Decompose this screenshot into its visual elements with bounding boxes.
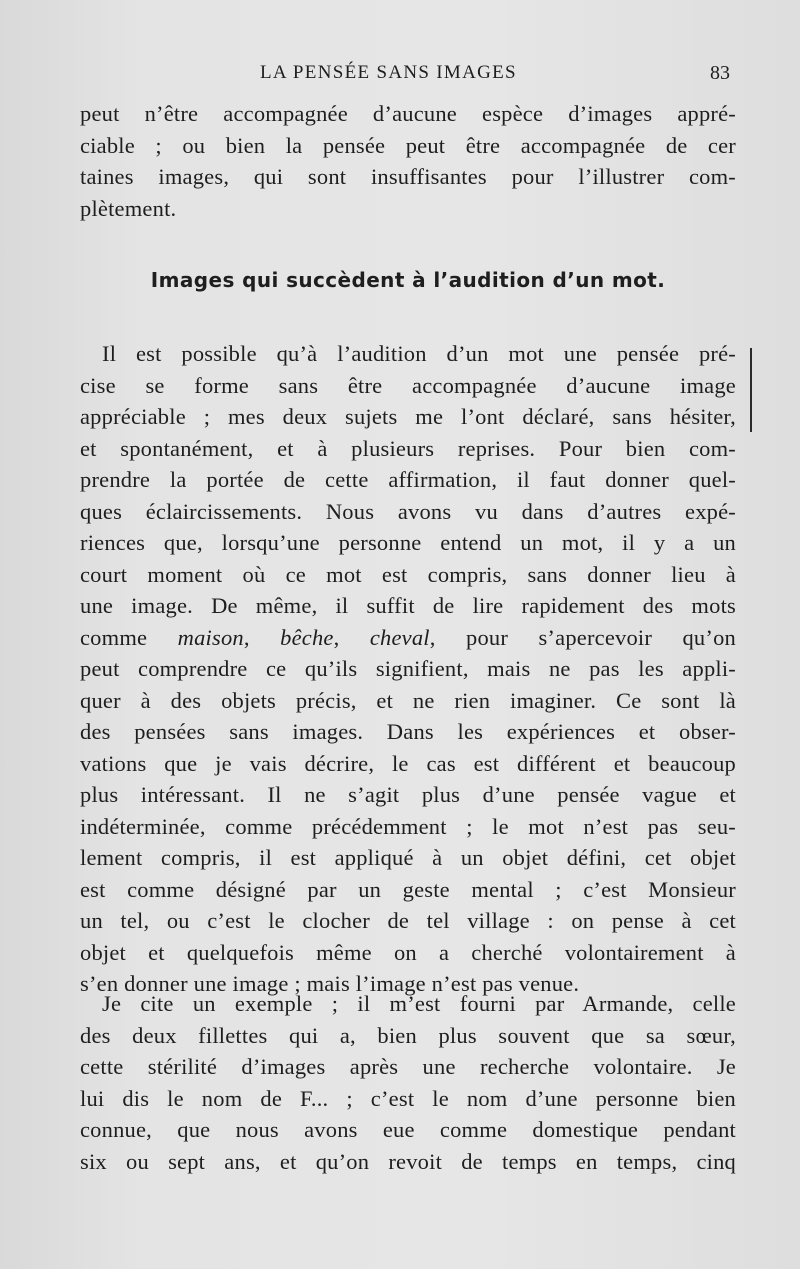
italic-word-beche: bêche <box>280 624 334 650</box>
italic-word-cheval: cheval <box>369 624 430 650</box>
separator: , <box>333 624 370 650</box>
separator: , <box>243 624 281 650</box>
main-paragraph <box>80 338 736 1000</box>
text-line: une image. De même, il suffit de lire rapidement des mots <box>80 593 736 618</box>
text-line: six ou sept ans, et qu’on revoit de temps en temps, cinq <box>80 1148 736 1174</box>
running-head <box>80 58 730 90</box>
text-line: s’en donner une image ; mais l’image n’est pas venue. <box>80 971 580 996</box>
text-line: peut comprendre ce qu’ils signifient, mais ne pas les appli- <box>80 656 736 681</box>
text-line: indéterminée, comme précédemment ; le mot n’est pas seu- <box>80 813 736 839</box>
text-line: court moment où ce mot est compris, sans donner lieu à <box>80 561 736 587</box>
text-line: plètement. <box>80 195 177 221</box>
text-line: connue, que nous avons eue comme domestique pendant <box>80 1117 736 1142</box>
opening-paragraph <box>80 98 736 224</box>
page-number: 83 <box>710 62 730 84</box>
text-line: des pensées sans images. Dans les expériences et obser- <box>80 719 736 744</box>
text-line: prendre la portée de cette affirmation, il faut donner quel- <box>80 467 736 492</box>
text-line: des deux fillettes qui a, bien plus souvent que sa sœur, <box>80 1022 736 1048</box>
text-line: objet et quelquefois même on a cherché volontairement à <box>80 939 736 965</box>
text-line: est comme désigné par un geste mental ; c’est Monsieur <box>80 876 736 902</box>
text-line: ques éclaircissements. Nous avons vu dans d’autres expé- <box>80 498 736 524</box>
text-line: taines images, qui sont insuffisantes pour l’illustrer com- <box>80 164 736 189</box>
italic-word-maison: maison <box>177 624 244 650</box>
text-line: plus intéressant. Il ne s’agit plus d’une pensée vague et <box>80 782 736 807</box>
text-line: quer à des objets précis, et ne rien imaginer. Ce sont là <box>80 687 736 713</box>
text-line-with-italics <box>80 622 736 654</box>
text-line: cise se forme sans être accompagnée d’aucune image <box>80 372 736 398</box>
text-line: lui dis le nom de F... ; c’est le nom d’une personne bien <box>80 1085 736 1111</box>
text-line: Il est possible qu’à l’audition d’un mot une pensée pré- <box>102 341 736 366</box>
text-line: vations que je vais décrire, le cas est différent et beaucoup <box>80 750 736 776</box>
running-title: LA PENSÉE SANS IMAGES <box>260 62 517 83</box>
text-line: peut n’être accompagnée d’aucune espèce d’images appré- <box>80 101 736 126</box>
line-prefix: comme <box>80 624 178 650</box>
text-line: appréciable ; mes deux sujets me l’ont déclaré, sans hésiter, <box>80 404 736 429</box>
text-line: lement compris, il est appliqué à un objet défini, cet objet <box>80 845 736 870</box>
margin-mark <box>750 348 752 432</box>
line-suffix: , pour s’apercevoir qu’on <box>429 624 736 650</box>
section-heading: Images qui succèdent à l’audition d’un mot. <box>150 268 666 292</box>
text-line: ciable ; ou bien la pensée peut être accompagnée de cer <box>80 132 736 158</box>
text-line: cette stérilité d’images après une recherche volontaire. Je <box>80 1054 736 1079</box>
second-paragraph <box>80 988 736 1177</box>
text-line: Je cite un exemple ; il m’est fourni par Armande, celle <box>102 991 736 1016</box>
text-line: riences que, lorsqu’une personne entend un mot, il y a un <box>80 530 736 555</box>
text-line: et spontanément, et à plusieurs reprises. Pour bien com- <box>80 435 736 461</box>
text-line: un tel, ou c’est le clocher de tel village : on pense à cet <box>80 908 736 933</box>
